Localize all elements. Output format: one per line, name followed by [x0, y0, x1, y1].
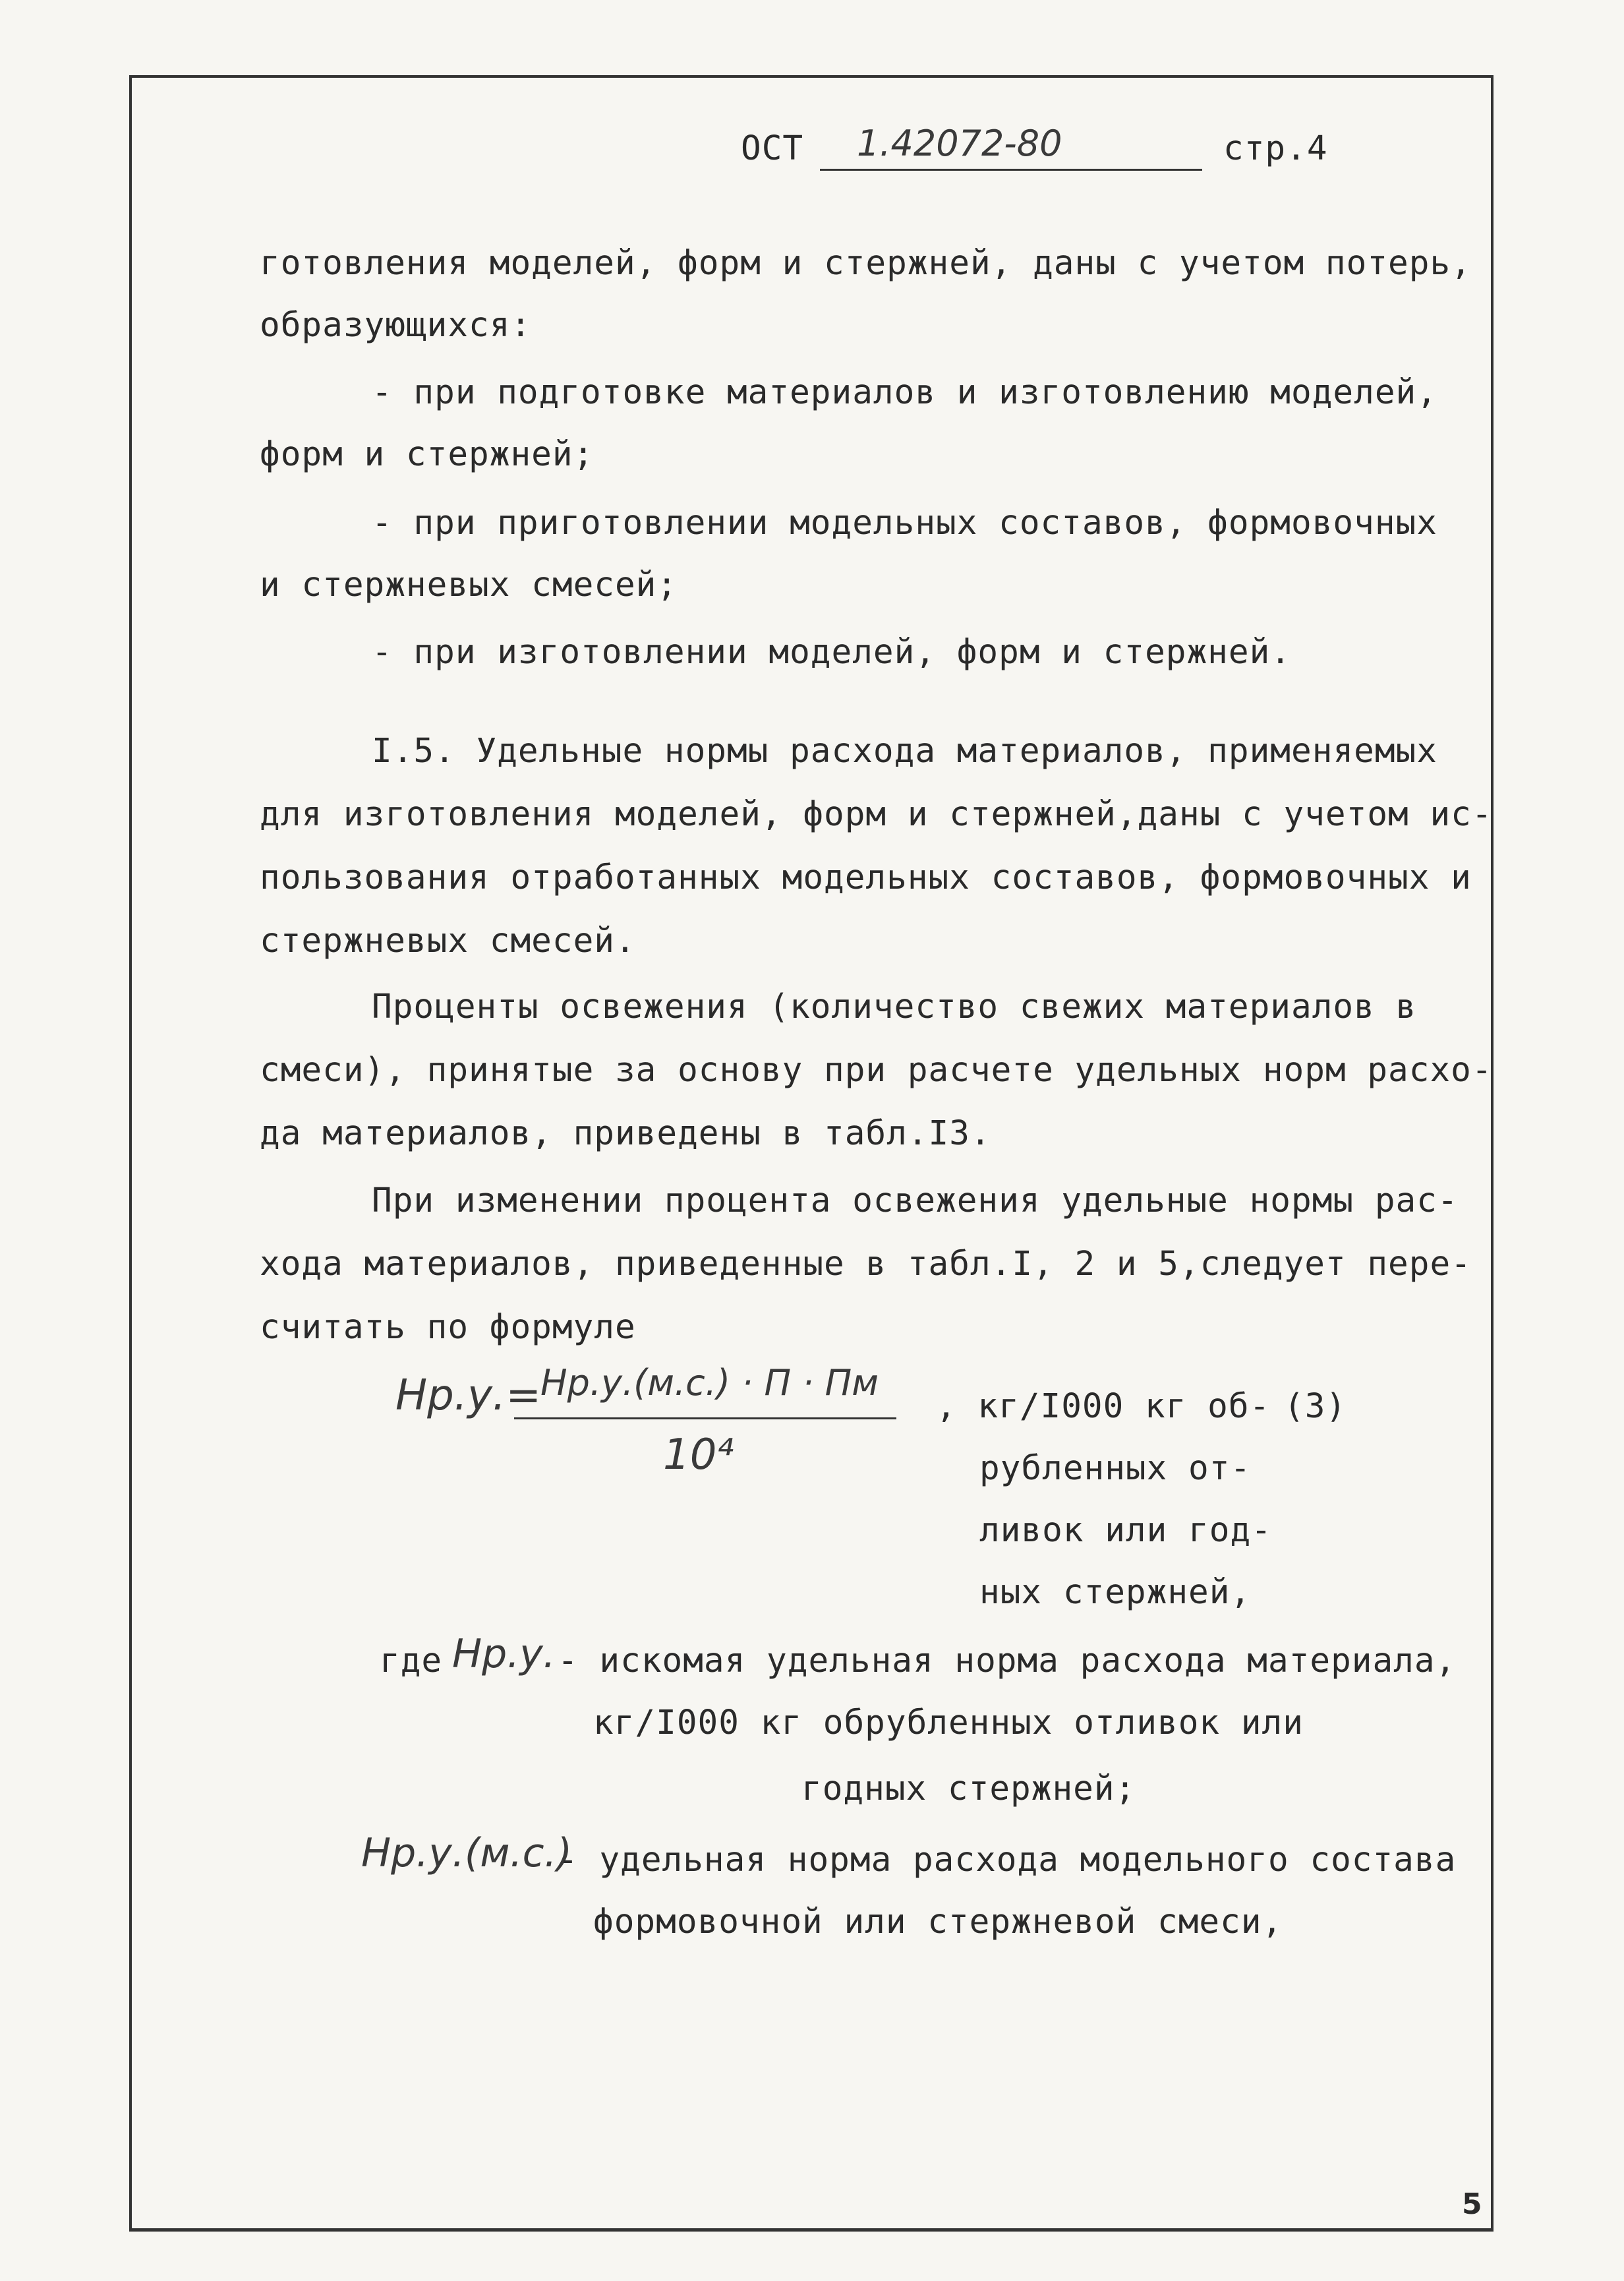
body-line: - при приготовлении модельных составов, формовочных — [372, 504, 1437, 543]
symbol-nru-ms: Нр.у.(м.с.) — [361, 1830, 573, 1876]
formula-denominator: 10⁴ — [663, 1431, 734, 1479]
ost-label: ОСТ — [741, 129, 804, 168]
formula-number: (3) — [1284, 1387, 1347, 1426]
body-line: При изменении процента освежения удельные нормы рас- — [372, 1181, 1459, 1220]
body-line: для изготовления моделей, форм и стержней,даны с учетом ис- — [260, 795, 1493, 834]
body-line: и стержневых смесей; — [260, 566, 678, 605]
body-line: I.5. Удельные нормы расхода материалов, применяемых — [372, 732, 1437, 771]
formula-unit-line: ных стержней, — [979, 1573, 1252, 1612]
formula-numerator: Нр.у.(м.с.) · П · Пм — [540, 1362, 879, 1404]
formula-unit-line: рубленных от- — [979, 1449, 1252, 1488]
formula-unit-line: ливок или год- — [979, 1511, 1272, 1550]
ost-number: 1.42072-80 — [857, 123, 1062, 164]
fraction-bar — [514, 1417, 896, 1419]
body-line: считать по формуле — [260, 1308, 636, 1347]
body-line: хода материалов, приведенные в табл.I, 2 и 5,следует пере- — [260, 1245, 1472, 1284]
body-line: да материалов, приведены в табл.I3. — [260, 1114, 991, 1153]
sheet-number: 5 — [1462, 2187, 1483, 2221]
body-line: Проценты освежения (количество свежих материалов в — [372, 988, 1417, 1026]
definition-line: годных стержней; — [801, 1769, 1136, 1808]
where-label: где — [380, 1642, 443, 1680]
body-line: образующихся: — [260, 306, 532, 345]
body-line: стержневых смесей. — [260, 922, 636, 961]
formula-lhs: Нр.у.= — [395, 1371, 541, 1420]
symbol-nru: Нр.у. — [452, 1631, 556, 1677]
body-line: пользования отработанных модельных составов, формовочных и — [260, 858, 1472, 897]
body-line: - при изготовлении моделей, форм и стержней. — [372, 633, 1292, 672]
ost-number-underline — [820, 169, 1202, 171]
definition-line: - искомая удельная норма расхода материала, — [558, 1642, 1457, 1680]
body-line: - при подготовке материалов и изготовлению моделей, — [372, 373, 1437, 412]
definition-line: кг/I000 кг обрубленных отливок или — [593, 1703, 1304, 1742]
body-line: форм и стержней; — [260, 435, 594, 474]
body-line: готовления моделей, форм и стержней, даны с учетом потерь, — [260, 244, 1472, 283]
body-line: смеси), принятые за основу при расчете удельных норм расхо- — [260, 1051, 1493, 1090]
formula-unit-line: , кг/I000 кг об- — [936, 1387, 1271, 1426]
definition-line: - удельная норма расхода модельного состава — [558, 1841, 1457, 1880]
definition-line: формовочной или стержневой смеси, — [593, 1903, 1283, 1941]
page-number-label: стр.4 — [1223, 129, 1328, 168]
